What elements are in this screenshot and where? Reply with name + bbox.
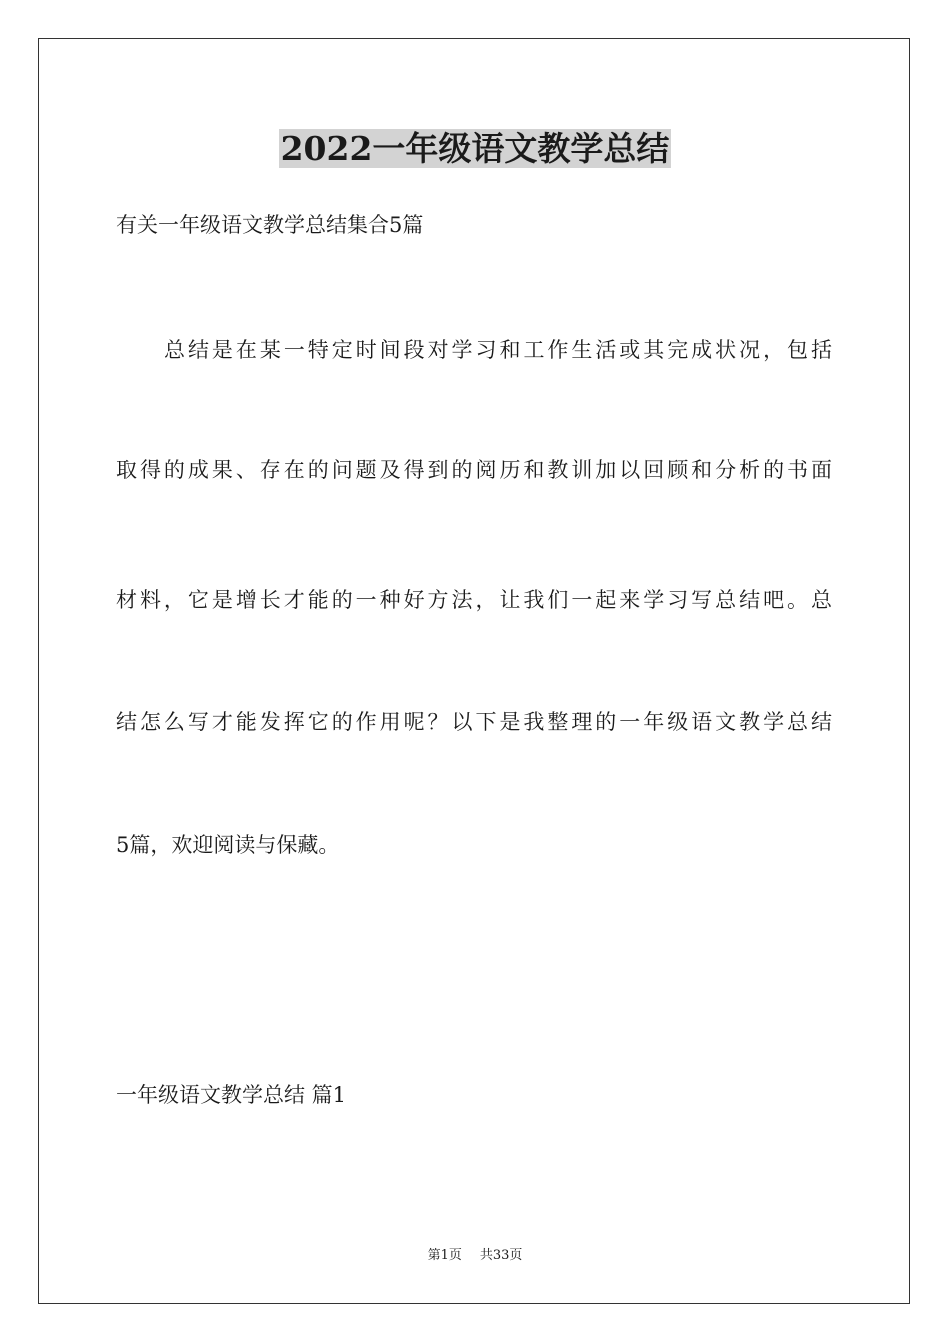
document-title-text: 2022一年级语文教学总结 <box>280 129 670 168</box>
document-subtitle: 有关一年级语文教学总结集合5篇 <box>116 213 424 237</box>
section-heading: 一年级语文教学总结 篇1 <box>116 1083 347 1107</box>
document-title <box>0 126 950 172</box>
page-total: 共33页 <box>479 1248 523 1263</box>
paragraph-line-2: 取得的成果、存在的问题及得到的阅历和教训加以回顾和分析的书面 <box>116 458 832 482</box>
page-footer <box>0 1247 950 1265</box>
paragraph-line-5: 5篇，欢迎阅读与保藏。 <box>116 833 340 857</box>
paragraph-line-4: 结怎么写才能发挥它的作用呢？以下是我整理的一年级语文教学总结 <box>116 710 832 734</box>
page-number: 第1页 <box>427 1248 462 1263</box>
paragraph-line-1: 总结是在某一特定时间段对学习和工作生活或其完成状况，包括 <box>164 338 832 362</box>
paragraph-line-3: 材料，它是增长才能的一种好方法，让我们一起来学习写总结吧。总 <box>116 588 832 612</box>
